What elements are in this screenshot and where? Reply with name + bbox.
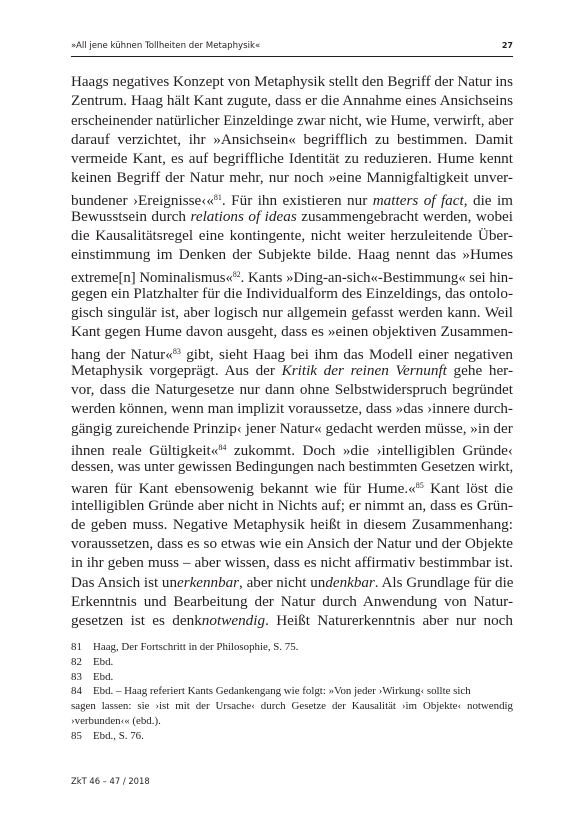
body-line: die Kausalitätsregel eine kontingente, nicht weiter herzuleitende Über- bbox=[71, 227, 513, 244]
body-line: Bewusstsein durch relations of ideas zusammengebracht werden, wobei bbox=[71, 207, 514, 225]
footnote bbox=[71, 670, 513, 685]
body-line: hang der Natur«$^{83}$ gibt, sieht Haag bei ihm das Modell einer negativen bbox=[71, 345, 513, 363]
footnote-number: 82 bbox=[71, 655, 82, 668]
body-line: Zentrum. Haag hält Kant zugute, dass er die Annahme eines Ansichseins bbox=[71, 92, 513, 110]
body-line: intelligiblen Gründe aber nicht in Nichts auf; er nimmt an, dass es Grün- bbox=[71, 496, 513, 514]
body-line: vor, dass die Naturgesetze nur dann ohne Selbstwiderspruch begründet bbox=[71, 381, 513, 398]
body-line: keinen Begriff der Natur mehr, nur noch »eine Mannigfaltigkeit unver- bbox=[71, 169, 513, 187]
body-line: voraussetzen, dass es so etwas wie ein Ansich der Natur und der Objekte bbox=[71, 535, 513, 552]
body-line: ihnen reale Gültigkeit«$^{84}$ zukommt. Doch »die ›intelligiblen Gründe‹ bbox=[71, 441, 513, 459]
footnote-text: Ebd. bbox=[93, 655, 114, 668]
body-line: extreme[n] Nominalismus«$^{82}$. Kants »Ding-an-sich«-Bestimmung« sei hin- bbox=[71, 268, 514, 286]
body-line: Metaphysik vorgeprägt. Aus der Kritik der reinen Vernunft gehe her- bbox=[71, 361, 513, 379]
header-rule bbox=[71, 56, 513, 57]
body-line: darauf verzichtet, ihr »Ansichsein« begrifflich zu bestimmen. Damit bbox=[71, 130, 513, 148]
footnote-ref: 84 bbox=[218, 442, 227, 452]
body-line: waren für Kant ebensowenig bekannt wie für Hume.«$^{85}$ Kant löst die bbox=[71, 480, 513, 498]
body-line: dessen, was unter gewissen Bedingungen nach bestimmten Gesetzen wirkt, bbox=[71, 458, 514, 475]
body-line: bundener ›Ereignisse‹«$^{81}$. Für ihn existieren nur matters of fact, die im bbox=[71, 191, 513, 209]
footnote bbox=[71, 655, 513, 670]
body-line: werden können, wenn man implizit voraussetze, dass »das ›innere durch- bbox=[71, 400, 513, 418]
footnote-text: Ebd., S. 76. bbox=[93, 729, 144, 742]
footnote-number: 85 bbox=[71, 729, 82, 742]
body-text bbox=[71, 72, 513, 630]
running-header bbox=[71, 38, 513, 54]
body-line: in ihr geben muss – aber wissen, dass es nicht affirmativ bestimmbar ist. bbox=[71, 554, 513, 572]
body-line: einstimmung im Denken der Subjekte bilde. Haag nennt das »Humes bbox=[71, 246, 513, 264]
footnote-continuation: ›verbunden‹« (ebd.). bbox=[71, 714, 161, 727]
body-line: gegen ein Platzhalter für die Individualform des Einzeldings, das ontolo- bbox=[71, 284, 514, 302]
body-line: vermeide Kant, es auf begriffliche Identität zu reduzieren. Hume kennt bbox=[71, 150, 513, 167]
footnote-text: Ebd. – Haag referiert Kants Gedankengang wie folgt: »Von jeder ›Wirkung‹ sollte sich bbox=[93, 685, 471, 698]
body-line: erscheinender natürlicher Einzeldinge zwar nicht, wie Hume, verwirft, aber bbox=[71, 111, 514, 129]
footnote-ref: 82 bbox=[232, 269, 241, 279]
footnote bbox=[71, 684, 513, 699]
footnote-text: Haag, Der Fortschritt in der Philosophie, S. 75. bbox=[93, 641, 299, 653]
journal-footer: ZkT 46 – 47 / 2018 bbox=[71, 776, 150, 786]
footnote-continuation: sagen lassen: sie ›ist mit der Ursache‹ durch Gesetze der Kausalität ›im Objekte‹ notwendig bbox=[71, 700, 513, 713]
footnote-text: Ebd. bbox=[93, 670, 114, 683]
footnote-number: 84 bbox=[71, 685, 82, 698]
body-line: Haags negatives Konzept von Metaphysik stellt den Begriff der Natur ins bbox=[71, 73, 513, 90]
footnote bbox=[71, 640, 513, 655]
footnote-ref: 81 bbox=[213, 192, 222, 202]
body-line: gisch singulär ist, aber logisch nur allgemein gefasst werden kann. Weil bbox=[71, 304, 513, 321]
running-title: »All jene kühnen Tollheiten der Metaphysik« bbox=[71, 41, 261, 51]
body-line: de geben muss. Negative Metaphysik heißt in diesem Zusammenhang: bbox=[71, 515, 513, 533]
body-line: gesetzen ist es denknotwendig. Heißt Naturerkenntnis aber nur noch bbox=[71, 612, 513, 629]
page-number: 27 bbox=[501, 41, 513, 50]
footnotes bbox=[71, 640, 513, 744]
footnote bbox=[71, 729, 513, 744]
footnote-ref: 83 bbox=[172, 346, 181, 356]
footnote-number: 83 bbox=[71, 670, 82, 683]
footnote-ref: 85 bbox=[415, 481, 424, 491]
body-line: Kant gegen Hume davon ausgeht, dass es »einen objektiven Zusammen- bbox=[71, 323, 513, 341]
body-line: gängig zureichende Prinzip‹ jener Natur« gedacht werden müsse, »in der bbox=[71, 419, 513, 437]
footnote-number: 81 bbox=[71, 641, 82, 653]
body-line: Erkenntnis und Bearbeitung der Natur durch Anwendung von Natur- bbox=[71, 592, 513, 610]
body-line: Das Ansich ist unerkennbar, aber nicht undenkbar. Als Grundlage für die bbox=[71, 573, 514, 591]
